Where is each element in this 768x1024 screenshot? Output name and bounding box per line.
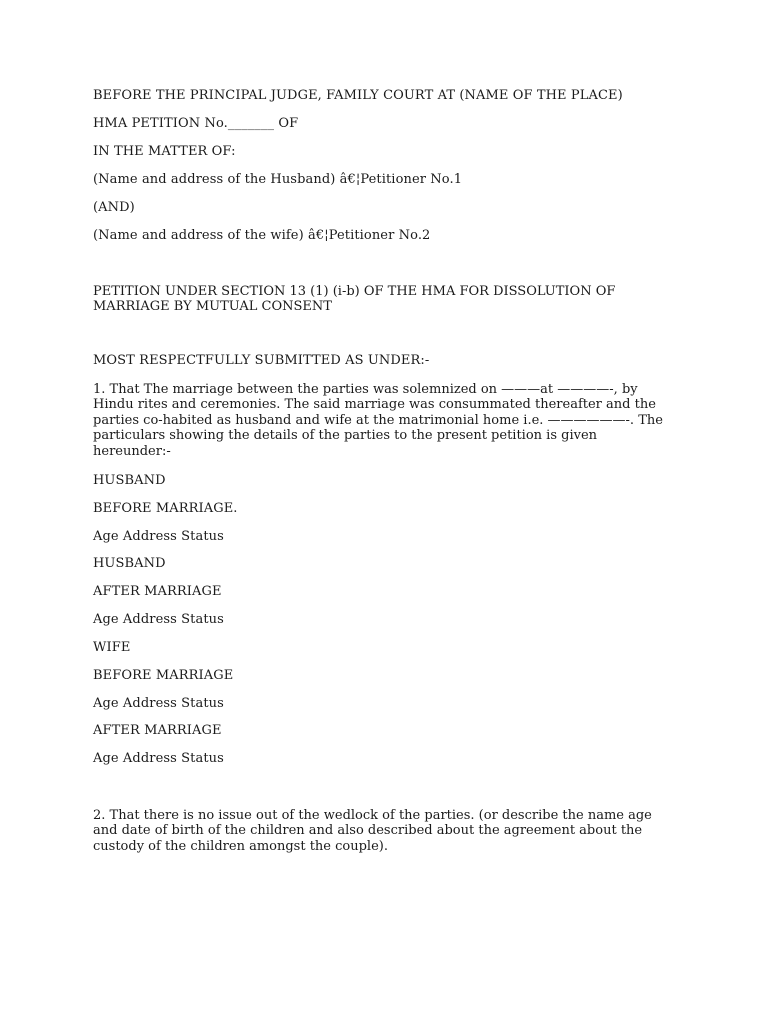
paragraph-1: 1. That The marriage between the parties was solemnized on ———at ————-, by Hindu rites and ceremonies. The said marriage was consummated thereafter and the parties co-habited as husband and wife at the matrimonial home i.e. ——————-. The particulars showing the details of the parties to the present petition is given hereunder:- — [93, 382, 663, 459]
after-marriage-label-1: AFTER MARRIAGE — [93, 584, 222, 599]
wife-party-line: (Name and address of the wife) â€¦Petitioner No.2 — [93, 228, 431, 243]
wife-label: WIFE — [93, 640, 131, 655]
husband-label-2: HUSBAND — [93, 556, 166, 571]
details-fields-1: Age Address Status — [93, 529, 224, 544]
petition-title: PETITION UNDER SECTION 13 (1) (i-b) OF THE HMA FOR DISSOLUTION OF MARRIAGE BY MUTUAL CONSENT — [93, 284, 616, 315]
details-fields-4: Age Address Status — [93, 751, 224, 766]
court-heading: BEFORE THE PRINCIPAL JUDGE, FAMILY COURT AT (NAME OF THE PLACE) — [93, 88, 623, 103]
husband-label-1: HUSBAND — [93, 473, 166, 488]
petition-number: HMA PETITION No._______ OF — [93, 116, 299, 131]
submitted-heading: MOST RESPECTFULLY SUBMITTED AS UNDER:- — [93, 353, 430, 368]
and-separator: (AND) — [93, 200, 135, 215]
before-marriage-label-1: BEFORE MARRIAGE. — [93, 501, 238, 516]
details-fields-3: Age Address Status — [93, 696, 224, 711]
after-marriage-label-2: AFTER MARRIAGE — [93, 723, 222, 738]
husband-party-line: (Name and address of the Husband) â€¦Petitioner No.1 — [93, 172, 463, 187]
details-fields-2: Age Address Status — [93, 612, 224, 627]
paragraph-2: 2. That there is no issue out of the wedlock of the parties. (or describe the name age and date of birth of the children and also described about the agreement about the custody of the children amongst the couple). — [93, 808, 652, 854]
in-the-matter-heading: IN THE MATTER OF: — [93, 144, 236, 159]
before-marriage-label-2: BEFORE MARRIAGE — [93, 668, 234, 683]
